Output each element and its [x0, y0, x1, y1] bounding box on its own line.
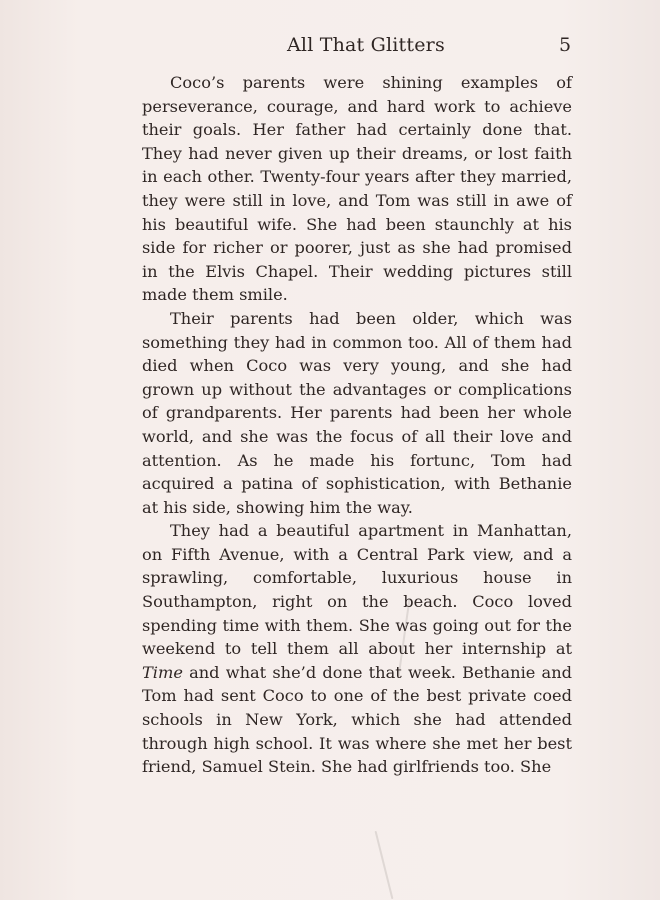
page-header [0, 24, 660, 64]
magazine-title-italic: Time [142, 662, 183, 682]
paragraph-2: Their parents had been older, which was something they had in common too. All of them had died when Coco was very young, and she had grown up without the advantages or complications of grandparents. Her parents had been her whole world, and she was the focus of all their love and attention. As he made his fortunc, Tom had acquired a patina of sophistication, with Bethanie at his side, showing him the way. [142, 308, 572, 517]
running-title: All That Glitters [287, 34, 445, 56]
pencil-mark [375, 831, 394, 899]
paragraph-3 [142, 519, 572, 779]
paragraph-1: Coco’s parents were shining examples of perseverance, courage, and hard work to achieve their goals. Her father had certainly done that. They had never given up their dreams, or lost faith in each other. Twenty-four years after they married, they were still in love, and Tom was still in awe of his beautiful wife. She had been staunchly at his side for richer or poorer, just as she had promised in the Elvis Chapel. Their wedding pictures still made them smile. [142, 73, 572, 305]
paragraph-3-part-a: They had a beautiful apartment in Manhattan, on Fifth Avenue, with a Central Park view, and a sprawling, comfortable, luxurious house in Southampton, right on the beach. Coco loved spending time with them. She was going out for the weekend to tell them all about her internship at [142, 521, 572, 659]
page-number: 5 [559, 34, 572, 56]
paragraph-3-part-b: and what she’d done that week. Bethanie and Tom had sent Coco to one of the best private coed schools in New York, which she had attended through high school. It was where she met her best friend, Samuel Stein. She had girlfriends too. She [142, 662, 572, 777]
body-text [142, 71, 572, 779]
